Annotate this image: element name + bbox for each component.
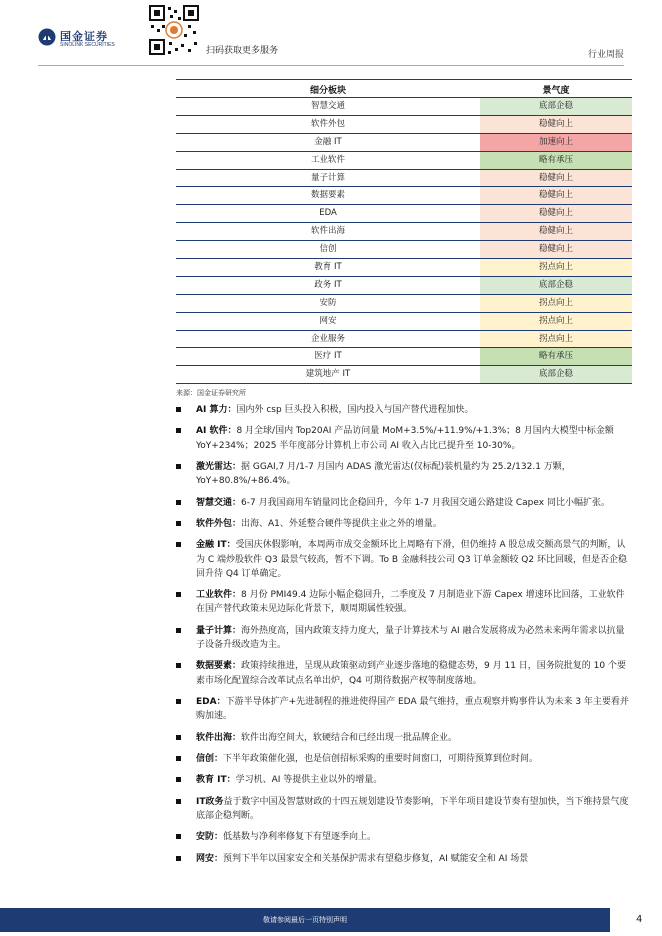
page-header [0,0,662,70]
bullet-item [176,403,632,417]
bullet-item [176,460,632,488]
segment-cell: 信创 [319,244,337,255]
sinolink-logo-icon [38,28,56,46]
segment-cell: 网安 [319,315,337,326]
segment-cell: EDA [319,208,337,219]
sinolink-logo [38,28,128,50]
segment-cell: 软件外包 [310,118,345,129]
logo-chinese-name: 国金证券 [60,30,108,43]
condition-cell: 稳健向上 [480,170,632,187]
bullet-square-icon [176,856,181,861]
table-row [176,241,632,259]
condition-cell: 拐点向上 [480,313,632,330]
bullet-item [176,795,632,823]
bullet-title: 教育 IT： [196,775,236,786]
bullet-title: EDA： [196,696,226,707]
bullet-item [176,588,632,616]
sector-sentiment-table [176,79,632,384]
segment-cell: 智慧交通 [310,101,345,111]
segment-cell: 企业服务 [310,333,345,344]
segment-cell: 量子计算 [310,172,345,183]
segment-cell: 政务 IT [314,279,342,290]
bullet-text: 8 月全球/国内 Top20AI 产品访问量 MoM+3.5%/+11.9%/+1.3%；8 月国内大模型中标金额 YoY+234%；2025 半年度部分计算机上市公司 AI 收入占比已提升至 10-30%。 [196,426,614,451]
bullet-text: 受国庆休假影响，本周两市成交金额环比上周略有下滑，但仍维持 A 股总成交额高景气的判断，认为 C 端炒股软件 Q3 最景气较高，暂不下调。To B 金融科技公司 Q3 订单金额较 Q2 环比回暖，但是否企稳回升待 Q4 订单确定。 [196,540,627,579]
qr-code-icon[interactable] [148,4,200,56]
bullet-title: 金融 IT： [196,540,236,551]
table-row [176,277,632,295]
table-row [176,259,632,277]
segment-cell: 数据要素 [310,190,345,201]
condition-cell: 拐点向上 [480,295,632,312]
table-row [176,187,632,205]
bullet-title: 软件出海： [196,732,242,743]
bullet-text: 6-7 月我国商用车销量同比企稳回升，今年 1-7 月我国交通公路建设 Capex 同比小幅扩张。 [241,497,610,508]
bullet-text: 出海、A1、外延整合硬件等提供主业之外的增量。 [241,518,442,529]
table-row [176,331,632,349]
table-body [176,98,632,384]
bullet-square-icon [176,663,181,668]
bullet-square-icon [176,735,181,740]
bullet-text: 软件出海空间大，软硬结合和已经出现一批品牌企业。 [241,732,458,743]
bullet-title: 智慧交通： [196,497,242,508]
segment-cell: 教育 IT [314,262,342,273]
bullet-title: 激光雷达： [196,461,242,472]
bullet-square-icon [176,542,181,547]
bullet-text: 预判下半年以国家安全和关基保护需求有望稳步修复，AI 赋能安全和 AI 场景 [223,853,529,864]
table-row [176,366,632,384]
bullet-item [176,517,632,531]
condition-cell: 稳健向上 [480,223,632,240]
segment-cell: 医疗 IT [314,351,342,362]
bullet-title: 网安： [196,853,224,864]
condition-cell: 略有承压 [480,348,632,365]
bullet-item [176,773,632,787]
table-header [176,79,632,98]
column-header-segment: 细分板块 [309,86,346,96]
table-row [176,205,632,223]
bullet-text: 学习机、AI 等提供主业以外的增量。 [235,775,383,786]
table-row [176,98,632,116]
page-number: 4 [636,914,643,925]
table-row [176,170,632,188]
bullet-text: 益于数字中国及智慧财政的十四五规划建设节奏影响，下半年项目建设节奏有望加快，当下维持景气度底部企稳判断。 [196,796,629,821]
page-footer [0,908,662,936]
header-divider [38,65,624,66]
bullet-item [176,731,632,745]
report-type-label: 行业周报 [587,50,624,60]
condition-cell: 拐点向上 [480,259,632,276]
bullet-list [176,403,632,873]
condition-cell: 稳健向上 [480,187,632,204]
table-row [176,223,632,241]
column-header-condition: 景气度 [542,86,570,96]
bullet-text: 下游半导体扩产+先进制程的推进使得国产 EDA 最气维持，重点观察并购事件认为未来 3 年主要看并购加速。 [196,696,629,722]
condition-cell: 略有承压 [480,152,632,169]
bullet-title: 软件外包： [196,518,242,529]
condition-cell: 稳健向上 [480,205,632,222]
table-row [176,295,632,313]
bullet-title: 安防： [196,832,224,843]
condition-cell: 稳健向上 [480,116,632,133]
bullet-text: 国内外 csp 巨头投入积极，国内投入与国产替代进程加快。 [236,405,474,415]
segment-cell: 建筑地产 IT [305,369,351,380]
bullet-text: 8 月份 PMI49.4 边际小幅企稳回升，二季度及 7 月制造业下游 Capex 增速环比回落，工业软件在国产替代政策未见边际化背景下，顺周期属性较强。 [196,590,625,615]
condition-cell: 拐点向上 [480,331,632,348]
condition-cell: 底部企稳 [480,366,632,383]
bullet-text: 政策持续推进，呈现从政策驱动到产业逐步落地的稳健态势，9 月 11 日，国务院批复的 10 个要素市场化配置综合改革试点名单出炉，Q4 可期待数据产权等制度落地。 [196,661,626,686]
bullet-item [176,852,632,866]
bullet-square-icon [176,834,181,839]
bullet-text: 下半年政策催化强，也是信创招标采购的重要时间窗口，可期待预算到位时间。 [223,753,539,764]
table-row [176,116,632,134]
table-row [176,134,632,152]
segment-cell: 软件出海 [310,226,345,237]
bullet-item [176,496,632,510]
condition-cell: 稳健向上 [480,241,632,258]
bullet-title: 量子计算： [196,625,242,636]
table-row [176,348,632,366]
condition-cell: 底部企稳 [480,277,632,294]
table-row [176,313,632,331]
bullet-square-icon [176,777,181,782]
bullet-item [176,538,632,581]
bullet-title: IT政务 [196,796,224,807]
condition-cell: 底部企稳 [480,98,632,115]
table-source-note: 来源：国金证券研究所 [176,389,246,397]
bullet-text: 据 GGAI,7 月/1-7 月国内 ADAS 激光雷达(仅标配)装机量约为 25.2/132.1 万颗，YoY+80.8%/+86.4%。 [196,461,571,487]
bullet-item [176,830,632,844]
bullet-item [176,424,632,452]
bullet-item [176,695,632,723]
bullet-text: 海外热度高，国内政策支持力度大，量子计算技术与 AI 融合发展将成为必然未来两年需求以抗量子设备升级改造为主。 [196,625,625,650]
bullet-square-icon [176,464,181,469]
bullet-square-icon [176,521,181,526]
bullet-square-icon [176,699,181,704]
bullet-title: AI 软件： [196,426,237,437]
bullet-square-icon [176,628,181,633]
bullet-square-icon [176,407,181,412]
segment-cell: 金融 IT [314,136,342,147]
table-row [176,152,632,170]
bullet-text: 低基数与净利率修复下有望逐季向上。 [223,832,377,843]
bullet-item [176,752,632,766]
segment-cell: 安防 [319,297,337,308]
bullet-square-icon [176,500,181,505]
logo-english-name: SINOLINK SECURITIES [60,42,115,48]
bullet-square-icon [176,756,181,761]
bullet-title: 信创： [196,753,224,764]
segment-cell: 工业软件 [310,154,345,165]
bullet-item [176,659,632,687]
condition-cell: 加速向上 [480,134,632,151]
bullet-square-icon [176,799,181,804]
bullet-title: AI 算力： [196,405,237,415]
bullet-title: 工业软件： [196,590,242,601]
qr-caption: 扫码获取更多服务 [206,46,279,56]
footer-disclaimer: 敬请参阅最后一页特别声明 [263,916,347,924]
bullet-square-icon [176,428,181,433]
bullet-item [176,624,632,652]
bullet-square-icon [176,592,181,597]
bullet-title: 数据要素： [196,661,242,672]
